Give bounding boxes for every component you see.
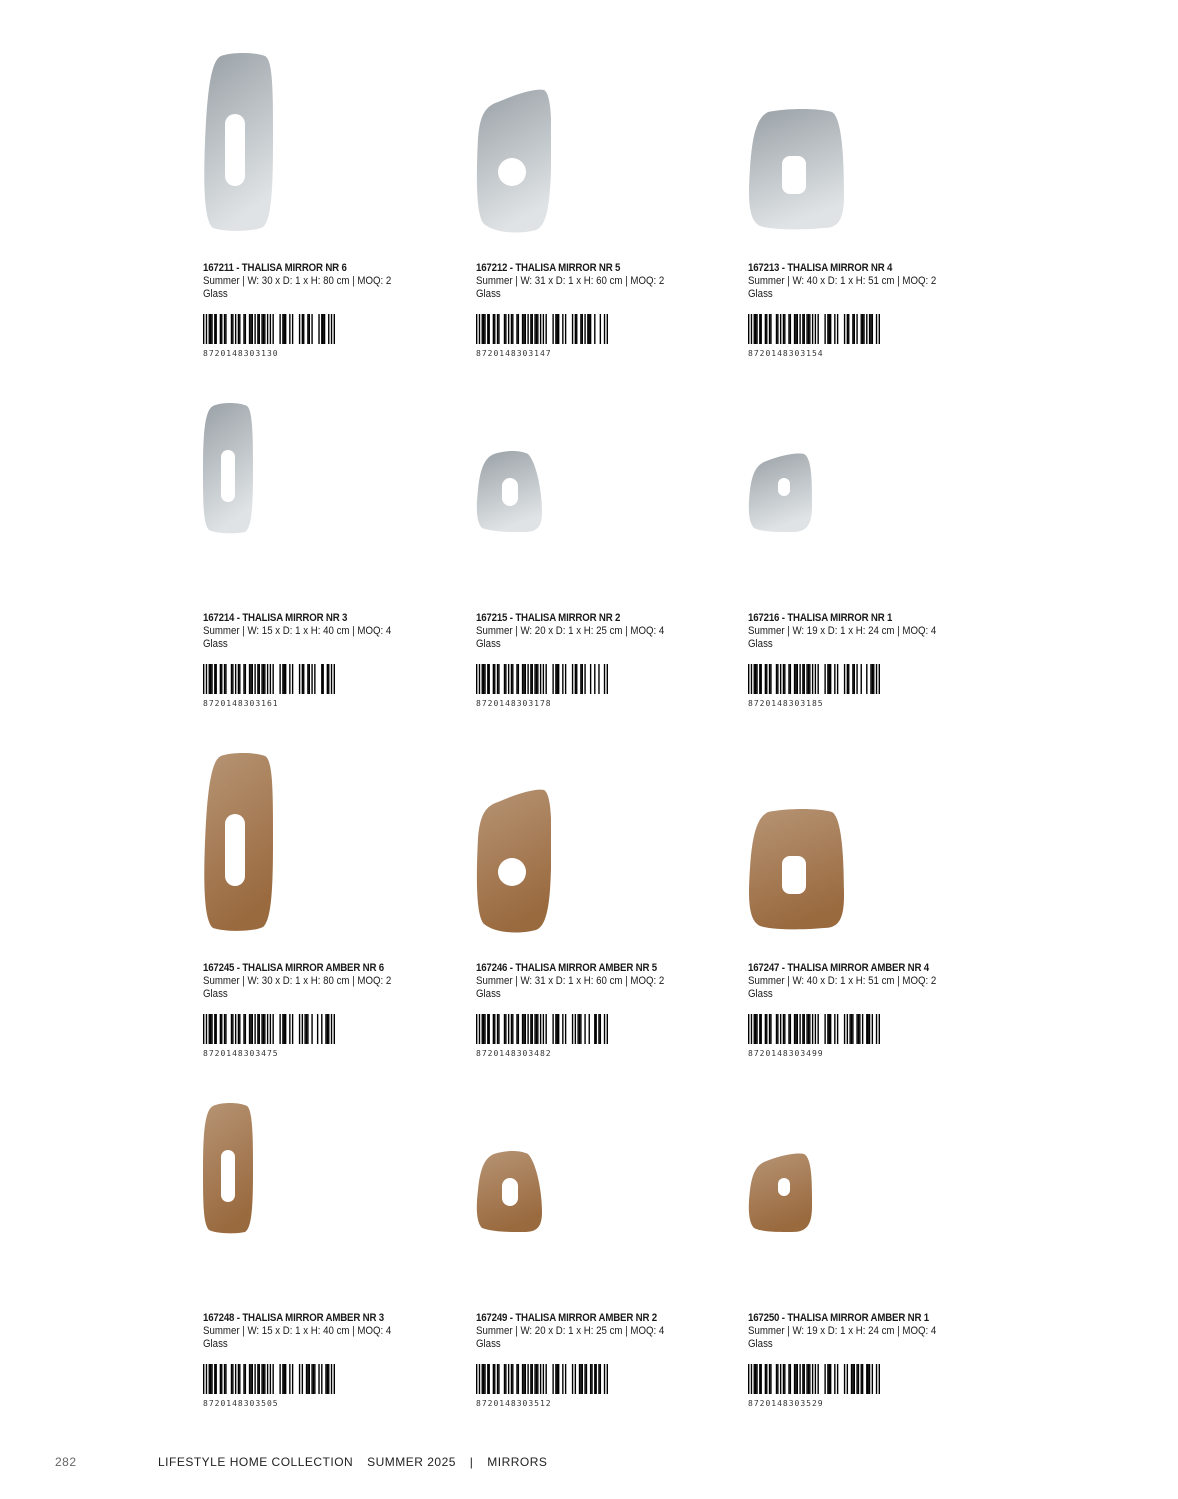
product-title: 167245 - THALISA MIRROR AMBER NR 6	[203, 962, 385, 974]
product-info	[476, 262, 736, 301]
product-title: 167214 - THALISA MIRROR NR 3	[203, 612, 348, 624]
separator: |	[469, 1455, 474, 1469]
product-info	[748, 962, 1008, 1001]
product-material: Glass	[476, 1338, 501, 1350]
product-info	[203, 962, 463, 1001]
ean-number: 8720148303512	[476, 1399, 552, 1408]
product-card	[203, 52, 443, 392]
product-title: 167213 - THALISA MIRROR NR 4	[748, 262, 893, 274]
ean-number: 8720148303475	[203, 1049, 279, 1058]
ean-number: 8720148303499	[748, 1049, 824, 1058]
mirror-shape	[477, 1151, 542, 1232]
product-info	[748, 1312, 1008, 1351]
ean-number: 8720148303505	[203, 1399, 279, 1408]
mirror-image	[203, 52, 443, 257]
mirror-shape	[749, 453, 812, 532]
mirror-shape	[477, 790, 552, 933]
mirror-image	[476, 52, 716, 257]
mirror-shape	[203, 403, 253, 533]
mirror-image	[476, 752, 716, 957]
product-title: 167248 - THALISA MIRROR AMBER NR 3	[203, 1312, 385, 1324]
product-card	[748, 1102, 988, 1442]
product-specs: Summer | W: 30 x D: 1 x H: 80 cm | MOQ: 2	[203, 975, 392, 987]
footer-collection	[158, 1455, 557, 1469]
product-card	[476, 1102, 716, 1442]
product-title: 167212 - THALISA MIRROR NR 5	[476, 262, 621, 274]
product-material: Glass	[748, 1338, 773, 1350]
barcode	[748, 1014, 880, 1044]
mirror-shape	[204, 53, 273, 231]
mirror-shape	[203, 1103, 253, 1233]
product-specs: Summer | W: 40 x D: 1 x H: 51 cm | MOQ: 2	[748, 975, 937, 987]
product-card	[748, 752, 988, 1092]
product-card	[203, 752, 443, 1092]
mirror-image	[203, 402, 443, 607]
collection-name: LIFESTYLE HOME COLLECTION	[158, 1455, 354, 1469]
product-material: Glass	[203, 638, 228, 650]
product-info	[476, 962, 736, 1001]
mirror-image	[748, 752, 988, 957]
page-number: 282	[55, 1455, 77, 1469]
product-specs: Summer | W: 19 x D: 1 x H: 24 cm | MOQ: 4	[748, 1325, 937, 1337]
product-info	[748, 262, 1008, 301]
product-material: Glass	[748, 288, 773, 300]
ean-number: 8720148303529	[748, 1399, 824, 1408]
category: MIRRORS	[487, 1455, 548, 1469]
product-title: 167215 - THALISA MIRROR NR 2	[476, 612, 621, 624]
product-info	[203, 262, 463, 301]
ean-number: 8720148303147	[476, 349, 552, 358]
ean-number: 8720148303178	[476, 699, 552, 708]
mirror-image	[748, 52, 988, 257]
barcode	[748, 314, 880, 344]
barcode	[476, 664, 608, 694]
product-specs: Summer | W: 31 x D: 1 x H: 60 cm | MOQ: 2	[476, 975, 665, 987]
product-card	[476, 402, 716, 742]
barcode	[476, 314, 608, 344]
mirror-shape	[749, 109, 844, 229]
product-info	[476, 612, 736, 651]
mirror-image	[748, 1102, 988, 1307]
product-specs: Summer | W: 40 x D: 1 x H: 51 cm | MOQ: 2	[748, 275, 937, 287]
ean-number: 8720148303130	[203, 349, 279, 358]
product-specs: Summer | W: 19 x D: 1 x H: 24 cm | MOQ: 4	[748, 625, 937, 637]
product-title: 167211 - THALISA MIRROR NR 6	[203, 262, 347, 274]
product-card	[476, 52, 716, 392]
product-title: 167216 - THALISA MIRROR NR 1	[748, 612, 893, 624]
barcode	[203, 314, 335, 344]
product-specs: Summer | W: 20 x D: 1 x H: 25 cm | MOQ: 4	[476, 1325, 665, 1337]
product-card	[748, 402, 988, 742]
product-material: Glass	[476, 288, 501, 300]
product-title: 167249 - THALISA MIRROR AMBER NR 2	[476, 1312, 658, 1324]
product-info	[748, 612, 1008, 651]
product-card	[203, 1102, 443, 1442]
product-material: Glass	[748, 638, 773, 650]
ean-number: 8720148303161	[203, 699, 279, 708]
product-material: Glass	[203, 1338, 228, 1350]
season: SUMMER 2025	[367, 1455, 456, 1469]
product-info	[476, 1312, 736, 1351]
mirror-image	[476, 402, 716, 607]
product-specs: Summer | W: 15 x D: 1 x H: 40 cm | MOQ: 4	[203, 625, 392, 637]
barcode	[748, 664, 880, 694]
product-material: Glass	[748, 988, 773, 1000]
product-specs: Summer | W: 31 x D: 1 x H: 60 cm | MOQ: 2	[476, 275, 665, 287]
product-specs: Summer | W: 15 x D: 1 x H: 40 cm | MOQ: 4	[203, 1325, 392, 1337]
mirror-shape	[749, 1153, 812, 1232]
mirror-image	[476, 1102, 716, 1307]
barcode	[203, 1014, 335, 1044]
ean-number: 8720148303154	[748, 349, 824, 358]
product-card	[476, 752, 716, 1092]
product-card	[748, 52, 988, 392]
product-specs: Summer | W: 20 x D: 1 x H: 25 cm | MOQ: 4	[476, 625, 665, 637]
ean-number: 8720148303185	[748, 699, 824, 708]
product-title: 167250 - THALISA MIRROR AMBER NR 1	[748, 1312, 930, 1324]
mirror-shape	[204, 753, 273, 931]
barcode	[203, 664, 335, 694]
mirror-image	[203, 752, 443, 957]
mirror-shape	[477, 90, 552, 233]
barcode	[748, 1364, 880, 1394]
ean-number: 8720148303482	[476, 1049, 552, 1058]
product-info	[203, 1312, 463, 1351]
mirror-image	[748, 402, 988, 607]
product-title: 167246 - THALISA MIRROR AMBER NR 5	[476, 962, 658, 974]
product-material: Glass	[203, 288, 228, 300]
barcode	[476, 1014, 608, 1044]
product-material: Glass	[476, 988, 501, 1000]
mirror-shape	[749, 809, 844, 929]
product-card	[203, 402, 443, 742]
product-title: 167247 - THALISA MIRROR AMBER NR 4	[748, 962, 930, 974]
product-material: Glass	[476, 638, 501, 650]
barcode	[476, 1364, 608, 1394]
mirror-shape	[477, 451, 542, 532]
barcode	[203, 1364, 335, 1394]
product-material: Glass	[203, 988, 228, 1000]
product-specs: Summer | W: 30 x D: 1 x H: 80 cm | MOQ: 2	[203, 275, 392, 287]
mirror-image	[203, 1102, 443, 1307]
product-info	[203, 612, 463, 651]
